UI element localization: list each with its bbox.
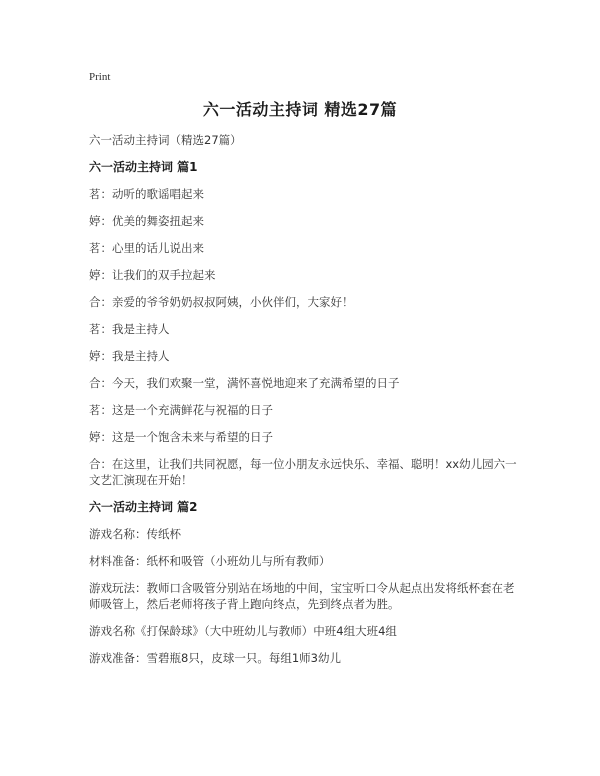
paragraph: 六一活动主持词（精选27篇） — [89, 133, 242, 147]
paragraph: 茗：这是一个充满鲜花与祝福的日子 — [89, 403, 273, 417]
document-body — [89, 132, 519, 677]
paragraph: 婷：让我们的双手拉起来 — [89, 268, 216, 282]
paragraph: 婷：我是主持人 — [89, 349, 170, 363]
paragraph: 游戏准备：雪碧瓶8只，皮球一只。每组1师3幼儿 — [89, 651, 341, 665]
print-label[interactable]: Print — [89, 71, 111, 83]
paragraph: 婷：这是一个饱含未来与希望的日子 — [89, 430, 273, 444]
paragraph: 合：在这里，让我们共同祝愿，每一位小朋友永远快乐、幸福、聪明！xx幼儿园六一文艺汇演现在开始！ — [89, 457, 517, 487]
paragraph: 茗：动听的歌谣唱起来 — [89, 187, 204, 201]
paragraph: 茗：我是主持人 — [89, 322, 170, 336]
paragraph: 婷：优美的舞姿扭起来 — [89, 214, 204, 228]
paragraph: 游戏名称：传纸杯 — [89, 527, 181, 541]
section-heading: 六一活动主持词 篇1 — [89, 160, 198, 174]
paragraph: 合：亲爱的爷爷奶奶叔叔阿姨，小伙伴们，大家好！ — [89, 295, 354, 309]
paragraph: 茗：心里的话儿说出来 — [89, 241, 204, 255]
paragraph: 材料准备：纸杯和吸管（小班幼儿与所有教师） — [89, 554, 331, 568]
document-title: 六一活动主持词 精选27篇 — [202, 100, 398, 119]
paragraph: 游戏玩法：教师口含吸管分别站在场地的中间，宝宝听口令从起点出发将纸杯套在老师吸管上，然后老师将孩子背上跑向终点，先到终点者为胜。 — [89, 581, 515, 611]
paragraph: 合：今天，我们欢聚一堂，满怀喜悦地迎来了充满希望的日子 — [89, 376, 400, 390]
section-heading: 六一活动主持词 篇2 — [89, 500, 198, 514]
paragraph: 游戏名称《打保龄球》（大中班幼儿与教师）中班4组大班4组 — [89, 624, 397, 638]
